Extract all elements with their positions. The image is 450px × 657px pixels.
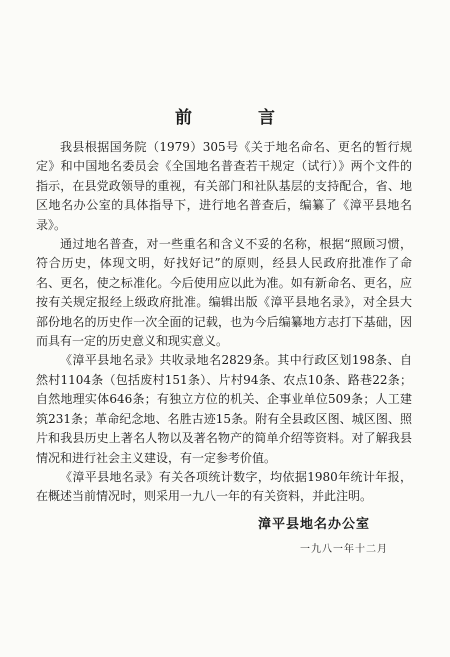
paragraph-4: 《漳平县地名录》有关各项统计数字，均依据1980年统计年报，在概述当前情况时，则采用一九八一年的有关资料，并此注明。 xyxy=(36,469,412,504)
page-title: 前 言 xyxy=(175,108,305,128)
paragraph-3: 《漳平县地名录》共收录地名2829条。其中行政区划198条、自然村1104条（包括废村151条）、片村94条、农点10条、路巷22条；自然地理实体646条；有独立方位的机关、企事业单位509条；人工建筑231条；革命纪念地、名胜古迹15条。附有全县政区图、城区图、照片和我县历史上著名人物以及著名物产的简单介绍等资料。对了解我县情况和进行社会主义建设，有一定参考价值。 xyxy=(36,353,412,465)
signature-office: 漳平县地名办公室 xyxy=(258,517,371,532)
signature-date: 一九八一年十二月 xyxy=(300,544,388,555)
paragraph-1: 我县根据国务院（1979）305号《关于地名命名、更名的暂行规定》和中国地名委员会《全国地名普查若干规定（试行）》两个文件的指示，在县党政领导的重视，有关部门和社队基层的支持配合，省、地区地名办公室的具体指导下，进行地名普查后，编纂了《漳平县地名录》。 xyxy=(36,140,412,232)
paragraph-2: 通过地名普查，对一些重名和含义不妥的名称，根据“照顾习惯，符合历史，体现文明，好找好记”的原则，经县人民政府批准作了命名、更名，使之标准化。今后使用应以此为准。如有新命名、更名，应按有关规定报经上级政府批准。编辑出版《漳平县地名录》，对全县大部份地名的历史作一次全面的记载，也为今后编纂地方志打下基础，因而具有一定的历史意义和现实意义。 xyxy=(36,237,412,349)
preface-body xyxy=(36,138,412,507)
